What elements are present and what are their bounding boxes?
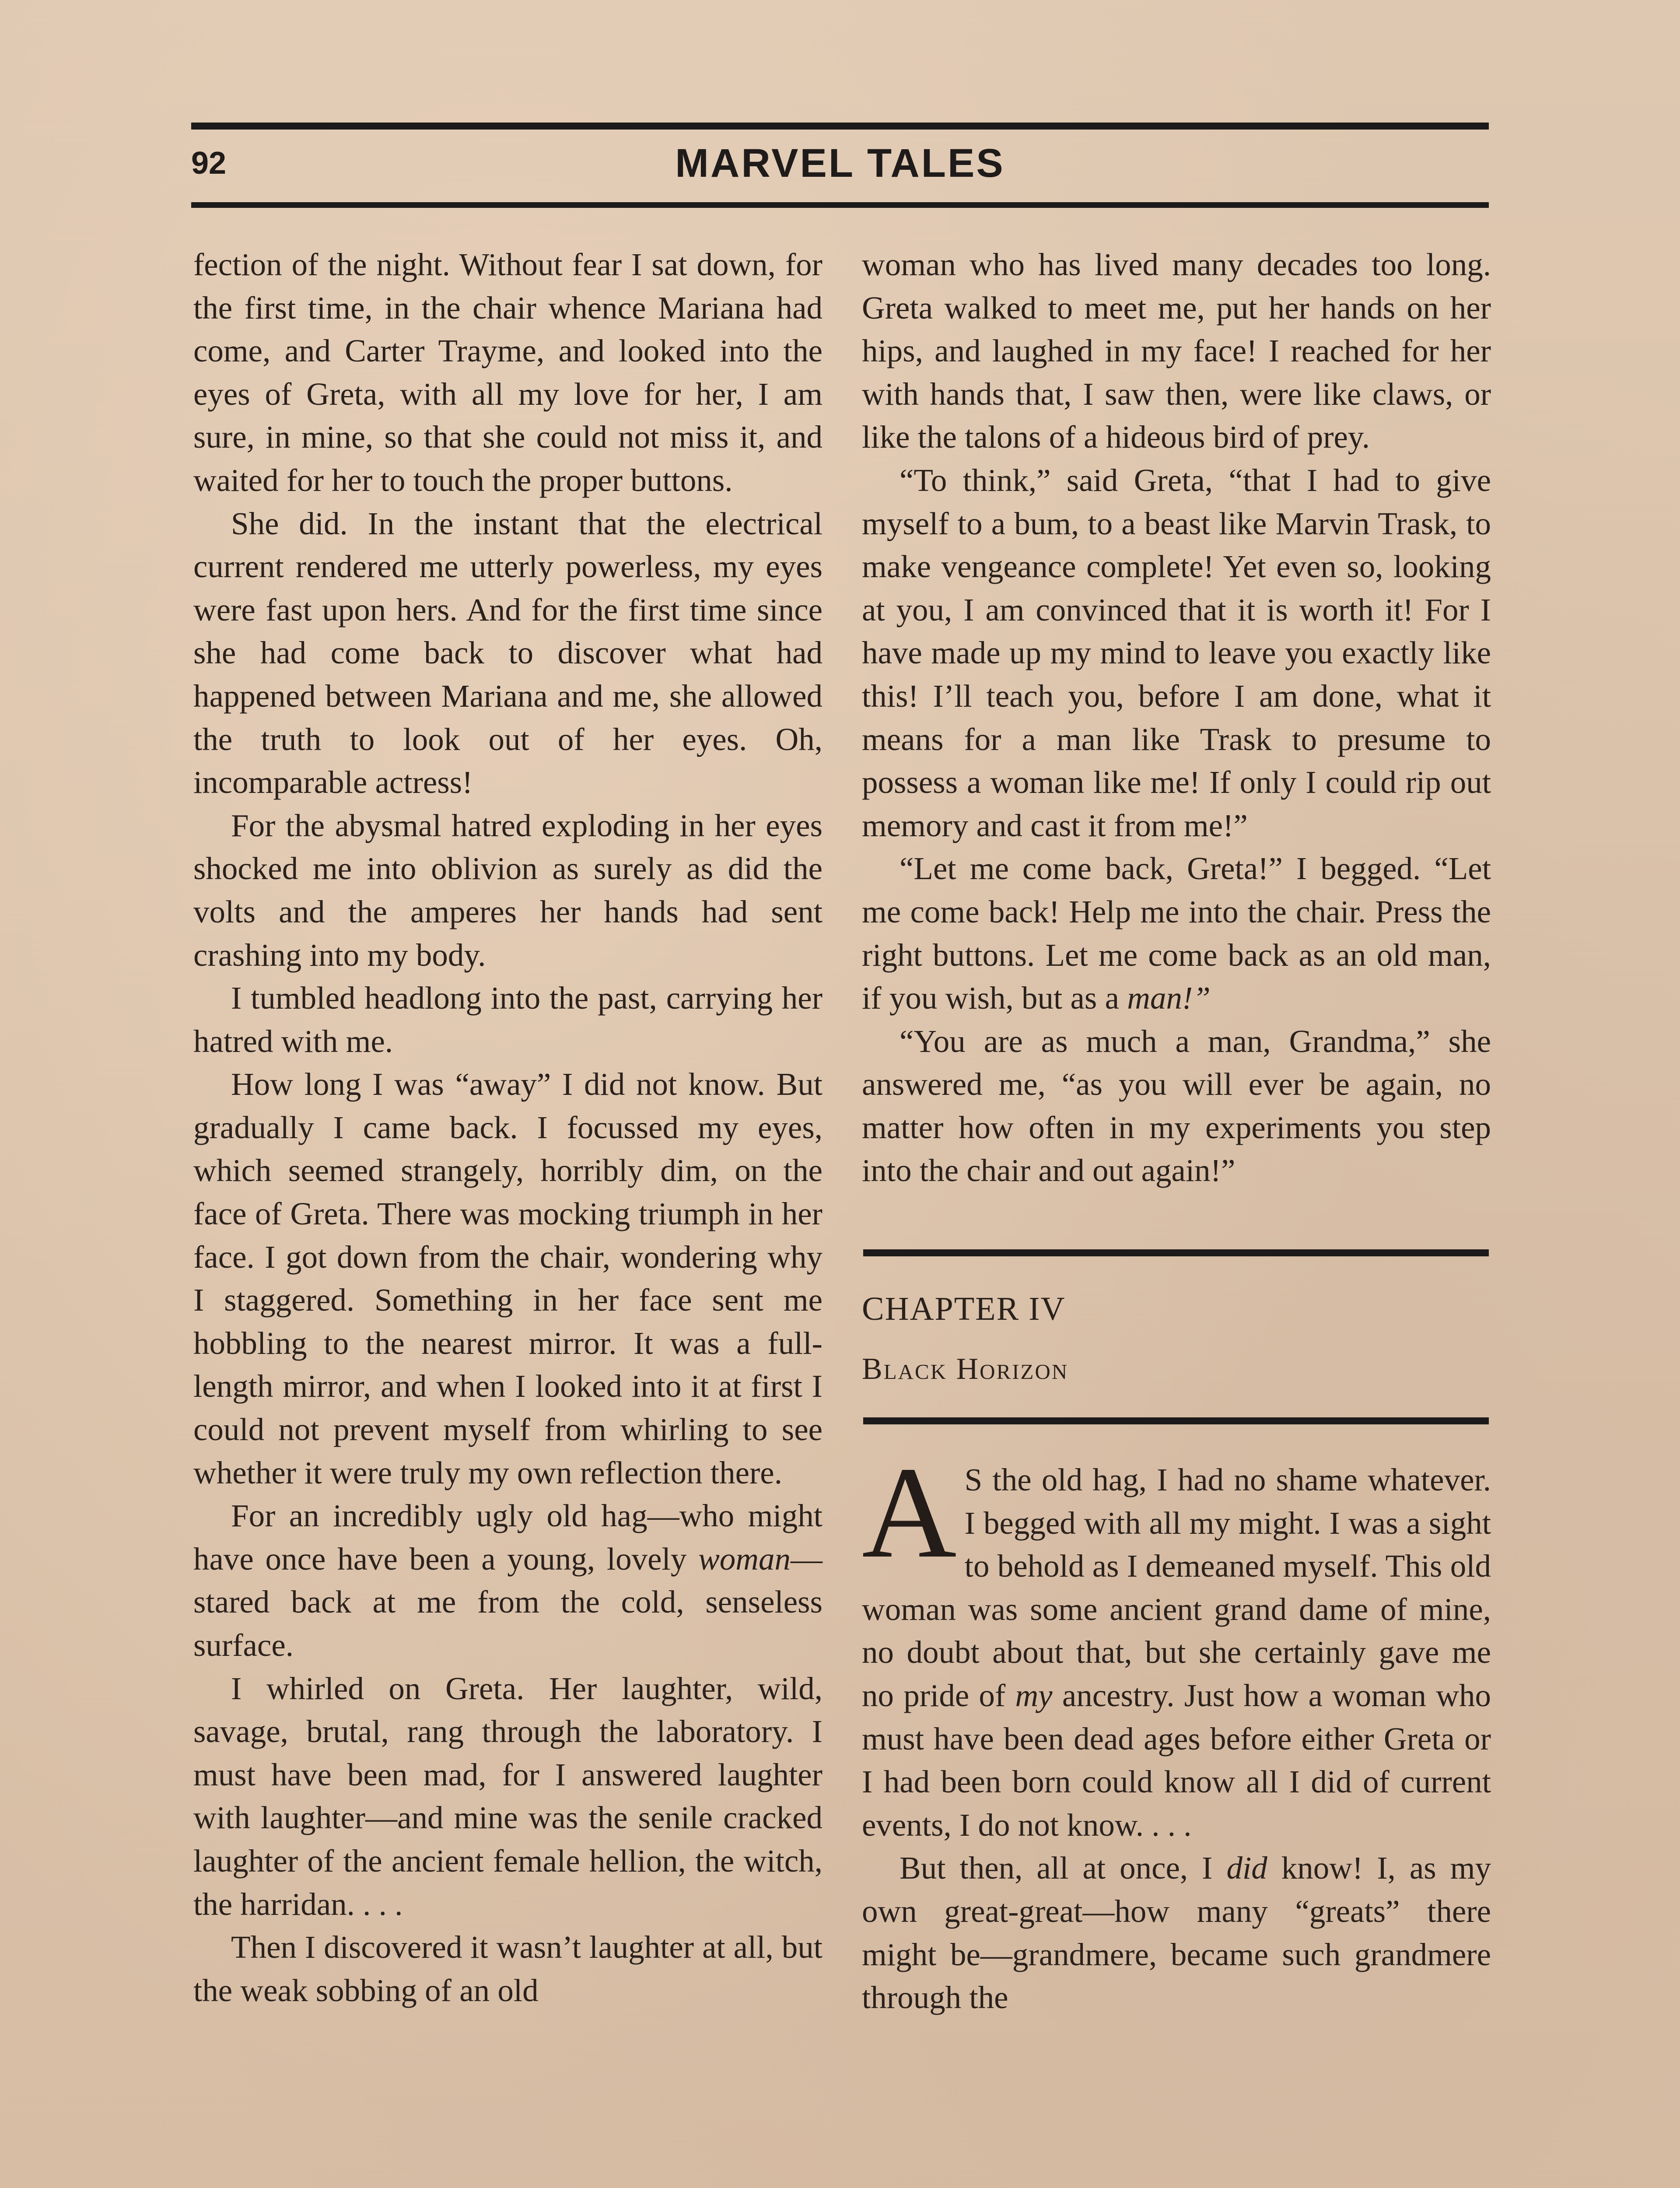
drop-cap: A	[862, 1440, 957, 1585]
paragraph	[862, 847, 1491, 1020]
paragraph: I whirled on Greta. Her laughter, wild, savage, brutal, rang through the laboratory. I must have been mad, for I answered laughter with laughter—and mine was the senile cracked laughter of the ancient female hellion, the witch, the harridan. . . .	[193, 1670, 822, 1922]
emphasis-text: man!”	[1127, 980, 1211, 1016]
left-column	[193, 243, 822, 2012]
header-bottom-rule	[191, 202, 1489, 208]
paragraph: She did. In the instant that the electrical current rendered me utterly powerless, my eyes were fast upon hers. And for the first time since she had come back to discover what had happened between Mariana and me, she allowed the truth to look out of her eyes. Oh, incomparable actress!	[193, 505, 822, 800]
running-title: MARVEL TALES	[675, 141, 1005, 186]
emphasis-text: woman	[698, 1541, 791, 1577]
paragraph-text: For an incredibly ugly old hag—who might have once have been a young, lovely	[193, 1498, 822, 1577]
paragraph-text: ancestry. Just how a woman who must have been dead ages before either Greta or I had been born could know all I did of current events, I do not know. . . .	[862, 1678, 1491, 1843]
chapter-subtitle: Black Horizon	[862, 1352, 1069, 1386]
chapter-heading	[862, 1256, 1491, 1417]
paragraph: fection of the night. Without fear I sat down, for the first time, in the chair whence Mariana had come, and Carter Trayme, and looked into the eyes of Greta, with all my love for her, I am sure, in mine, so that she could not miss it, and waited for her to touch the proper buttons.	[193, 247, 822, 498]
chapter-bottom-rule	[863, 1417, 1489, 1424]
spacer	[862, 1192, 1491, 1249]
emphasis-text: did	[1226, 1850, 1267, 1886]
paragraph-text: “Let me come back, Greta!” I begged. “Let me come back! Help me into the chair. Press the right buttons. Let me come back as an old man, if you wish, but as a	[862, 851, 1491, 1016]
paragraph: How long I was “away” I did not know. But gradually I came back. I focussed my eyes, which seemed strangely, horribly dim, on the face of Greta. There was mocking triumph in her face. I got down from the chair, wondering why I staggered. Something in her face sent me hobbling to the nearest mirror. It was a full-length mirror, and when I looked into it at first I could not prevent myself from whirling to see whether it were truly my own reflection there.	[193, 1066, 822, 1490]
paragraph	[193, 1494, 822, 1667]
paragraph	[862, 1847, 1491, 2019]
paragraph: For the abysmal hatred exploding in her eyes shocked me into oblivion as surely as did the volts and the amperes her hands had sent crashing into my body.	[193, 807, 822, 973]
right-column	[862, 243, 1491, 2020]
paragraph: I tumbled headlong into the past, carrying her hatred with me.	[193, 980, 822, 1059]
paragraph: woman who has lived many decades too long. Greta walked to meet me, put her hands on her hips, and laughed in my face! I reached for her with hands that, I saw then, were like claws, or like the talons of a hideous bird of prey.	[862, 247, 1491, 455]
paragraph-text: But then, all at once, I	[900, 1850, 1227, 1886]
page-number: 92	[191, 146, 227, 181]
paragraph: “To think,” said Greta, “that I had to give myself to a bum, to a beast like Marvin Trask, to make vengeance complete! Yet even so, looking at you, I am convinced that it is worth it! For I have made up my mind to leave you exactly like this! I’ll teach you, before I am done, what it means for a man like Trask to presume to possess a woman like me! If only I could rip out memory and cast it from me!”	[862, 462, 1491, 843]
paragraph	[862, 1440, 1491, 1847]
header-top-rule	[191, 123, 1489, 130]
emphasis-text: my	[1015, 1678, 1053, 1714]
paragraph: “You are as much a man, Grandma,” she answered me, “as you will ever be again, no matter how often in my experiments you step into the chair and out again!”	[862, 1023, 1491, 1189]
paragraph-text: S the old hag, I had no shame whatever. I begged with all my might. I was a sight to behold as I demeaned myself. This old woman was some ancient grand dame of mine, no doubt about that, but she certainly gave me no pride of	[862, 1462, 1491, 1714]
paragraph: Then I discovered it wasn’t laughter at all, but the weak sobbing of an old	[193, 1929, 822, 2008]
chapter-top-rule	[863, 1249, 1489, 1256]
paragraph-text: know! I, as my own great-great—how many “greats” there might be—grandmere, became such grandmere through the	[862, 1850, 1491, 2016]
chapter-title: CHAPTER IV	[862, 1290, 1066, 1328]
paragraph-text: —stared back at me from the cold, senseless surface.	[193, 1541, 822, 1663]
